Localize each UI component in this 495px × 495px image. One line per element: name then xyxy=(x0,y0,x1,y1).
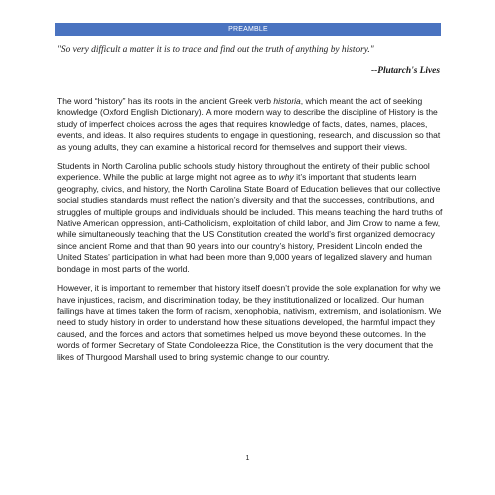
paragraph-history-definition xyxy=(57,96,443,153)
paragraph-text: , which meant the act of seeking knowledge (Oxford English Dictionary). A more modern way to describe the discipline of History is the study of imperfect choices across the ages that requires knowledge of facts, dates, names, places, events, and ideas. It also requires students to engage in questioning, research, and discussion so that as young adults, they can examine a historical record for themselves and support their views. xyxy=(57,96,441,152)
paragraph-injustice: However, it is important to remember that history itself doesn’t provide the sole explanation for why we have injustices, racism, and discrimination today, be they institutionalized or localized. Our human failings have at times taken the form of racism, xenophobia, nativism, extremism, and isolationism. We need to study history in order to understand how these situations developed, the harmful impact they caused, and the forces and actors that sometimes helped us move beyond these outcomes. In the words of former Secretary of State Condoleezza Rice, the Constitution is the very document that the likes of Thurgood Marshall used to bring systemic change to our country. xyxy=(57,283,442,362)
page-number: 1 xyxy=(245,455,250,462)
paragraph-text: Students in North Carolina public schools study history throughout the entirety of their public school experience. While the public at large might not agree as to xyxy=(57,161,430,183)
emphasis-why: why xyxy=(278,172,294,183)
epigraph-attribution: --Plutarch's Lives xyxy=(370,66,440,76)
paragraph-text: it’s important that students learn geography, civics, and history, the North Carolina State Board of Education believes that our collective social studies standards must reflect the nation’s diversity and that the successes, contributions, and struggles of multiple groups and individuals should be included. This means teaching the hard truths of Native American oppression, anti-Catholicism, exploitation of child labor, and Jim Crow to name a few, while simultaneously teaching that the US Constitution created the world’s first organized democracy since ancient Rome and that than 90 years into our country’s history, President Lincoln ended the United States’ participation in what had been more than 9,000 years of legalized slavery and human bondage in most parts of the world. xyxy=(57,172,443,274)
preamble-banner xyxy=(55,23,441,36)
emphasis-historia: historia xyxy=(273,96,301,106)
paragraph-nc-standards xyxy=(57,161,443,275)
banner-title: PREAMBLE xyxy=(228,26,268,33)
document-body xyxy=(57,96,443,371)
epigraph-quote: "So very difficult a matter it is to trace and find out the truth of anything by history." xyxy=(57,45,374,55)
paragraph-text: The word “history” has its roots in the ancient Greek verb xyxy=(57,96,274,106)
